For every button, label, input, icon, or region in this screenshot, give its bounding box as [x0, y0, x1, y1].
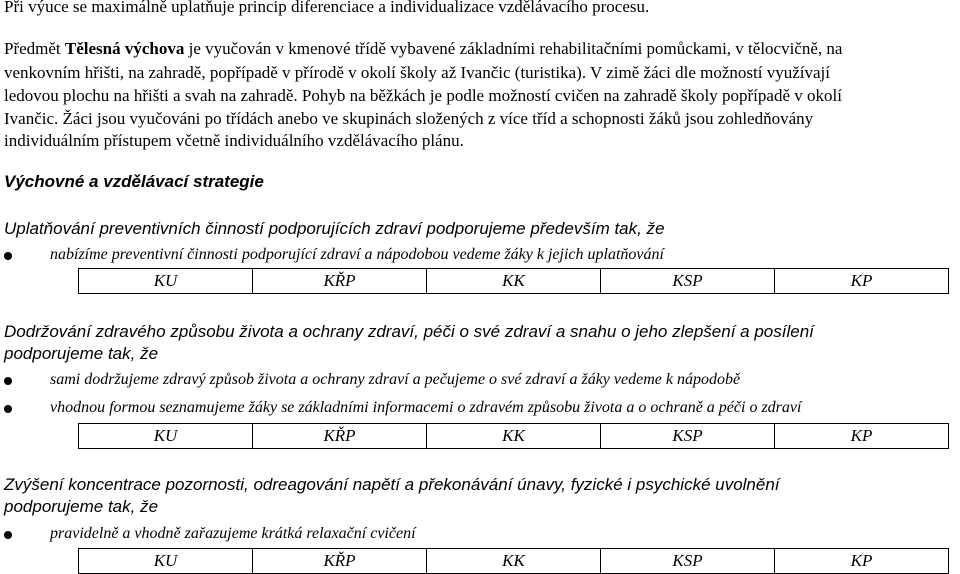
competencies-table-2: [78, 423, 949, 449]
competency-cell: KŘP: [253, 424, 427, 449]
competency-cell: KSP: [601, 269, 775, 294]
intro-pre-text: Předmět: [4, 39, 65, 58]
competency-cell: KK: [427, 269, 601, 294]
competency-cell: KP: [775, 424, 949, 449]
subject-name: Tělesná výchova: [64, 39, 185, 58]
competency-cell: KŘP: [253, 269, 427, 294]
competency-cell: KP: [775, 269, 949, 294]
section-2-heading-line-2: podporujeme tak, že: [4, 344, 159, 363]
bullet-text: sami dodržujeme zdravý způsob života a ochrany zdraví a pečujeme o své zdraví a žáky vedeme k nápodobě: [50, 371, 741, 388]
bullet-icon: [4, 252, 12, 260]
competency-cell: KK: [427, 424, 601, 449]
intro-paragraph-line-4: Ivančic. Žáci jsou vyučováni po třídách anebo ve skupinách složených z více tříd a schopnosti žáků jsou zohledňovány: [4, 109, 814, 128]
strategies-heading: Výchovné a vzdělávací strategie: [4, 172, 264, 191]
competency-cell: KŘP: [253, 549, 427, 574]
section-3-heading-line-2: podporujeme tak, že: [4, 497, 159, 516]
intro-paragraph-line-2: venkovním hřišti, na zahradě, popřípadě v přírodě v okolí školy až Ivančic (turistika). V zimě žáci dle možností využívají: [4, 63, 830, 82]
competency-cell: KP: [775, 549, 949, 574]
section-2-heading-line-1: Dodržování zdravého způsobu života a ochrany zdraví, péči o své zdraví a snahu o jeho zlepšení a posílení: [4, 322, 814, 341]
competencies-table-3: [78, 548, 949, 574]
competency-cell: KSP: [601, 549, 775, 574]
competency-cell: KU: [79, 549, 253, 574]
bullet-text: pravidelně a vhodně zařazujeme krátká relaxační cvičení: [50, 525, 416, 542]
competencies-table-1: [78, 268, 949, 294]
bullet-icon: [4, 531, 12, 539]
intro-paragraph-line-1: [4, 39, 842, 59]
competency-cell: KU: [79, 269, 253, 294]
intro-post-text: je vyučován v kmenové třídě vybavené základními rehabilitačními pomůckami, v tělocvičně, na: [184, 39, 843, 58]
bullet-text: nabízíme preventivní činnosti podporující zdraví a nápodobou vedeme žáky k jejich uplatňování: [50, 246, 664, 263]
intro-line-1: Při výuce se maximálně uplatňuje princip diferenciace a individualizace vzdělávacího procesu.: [4, 0, 650, 16]
bullet-icon: [4, 377, 12, 385]
competency-cell: KK: [427, 549, 601, 574]
bullet-text: vhodnou formou seznamujeme žáky se základními informacemi o zdravém způsobu života a o ochraně a péči o zdraví: [50, 399, 802, 416]
section-3-heading-line-1: Zvýšení koncentrace pozornosti, odreagování napětí a překonávání únavy, fyzické i psychické uvolnění: [4, 475, 780, 494]
competency-cell: KSP: [601, 424, 775, 449]
intro-paragraph-line-3: ledovou plochu na hřišti a svah na zahradě. Pohyb na běžkách je podle možností cvičen na zahradě školy popřípadě v okolí: [4, 86, 842, 105]
competency-cell: KU: [79, 424, 253, 449]
bullet-icon: [4, 405, 12, 413]
intro-paragraph-line-5: individuálním přístupem včetně individuálního vzdělávacího plánu.: [4, 131, 464, 150]
section-1-heading: Uplatňování preventivních činností podporujících zdraví podporujeme především tak, že: [4, 219, 665, 238]
